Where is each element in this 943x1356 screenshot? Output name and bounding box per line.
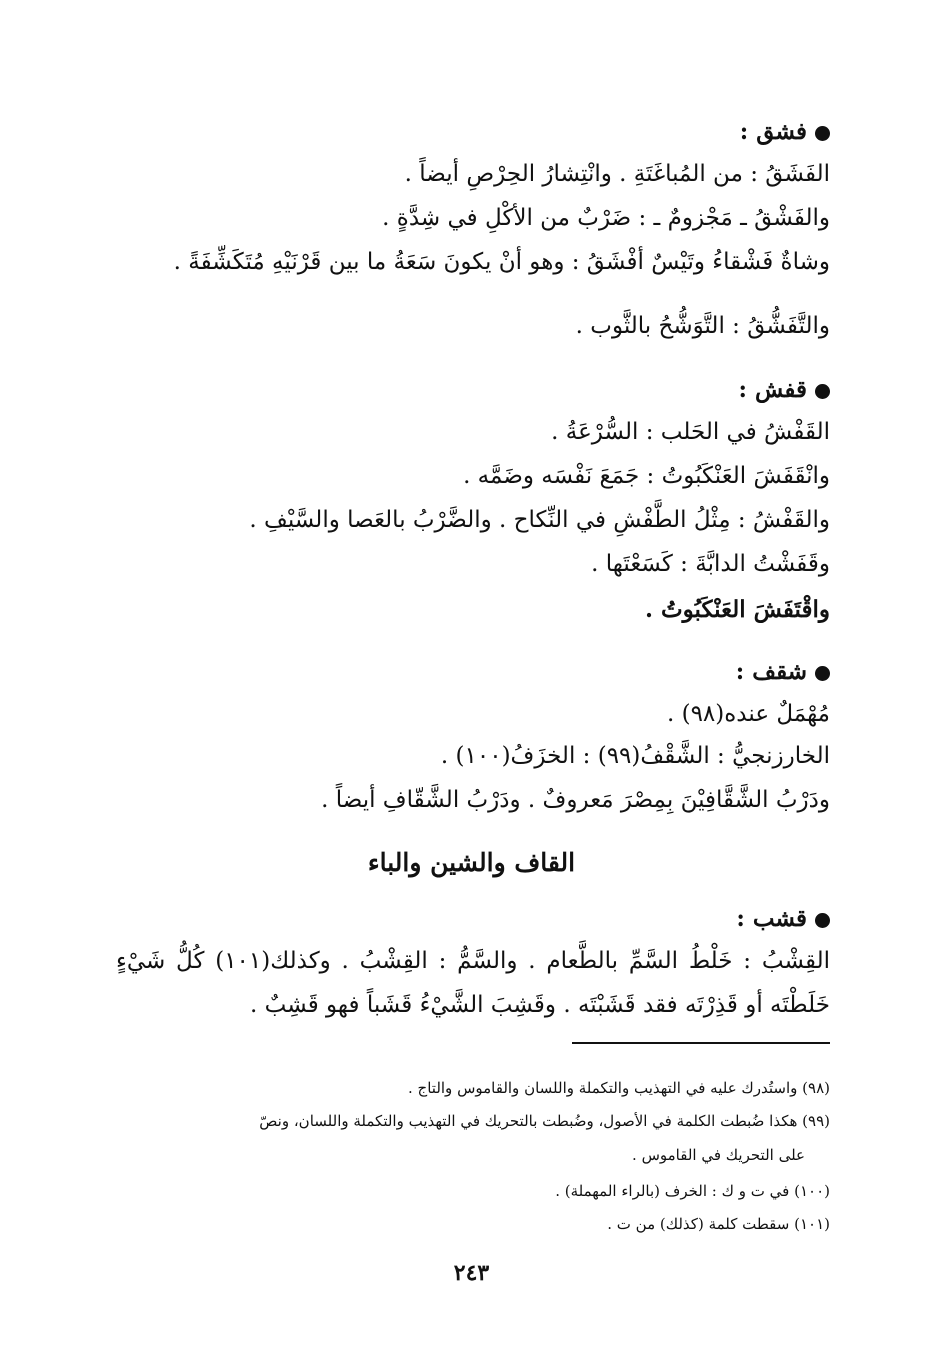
footnote-100: (١٠٠) في ت و ك : الخرف (بالراء المهملة) .	[555, 1182, 830, 1200]
entry-line: واقْتَفَشَ العَنْكَبُوتُ .	[644, 596, 830, 623]
section-title: القاف والشين والباء	[367, 848, 576, 877]
entry-heading-shaqf	[736, 655, 830, 689]
footnote-divider	[572, 1042, 830, 1044]
bullet-icon	[815, 666, 830, 681]
entry-line: والتَّفَشُّقُ : التَّوَشُّحُ بالثَّوب .	[575, 313, 830, 339]
footnote-101: (١٠١) سقطت كلمة (كذلك) من ت .	[607, 1215, 830, 1233]
entry-line: وانْقَفَشَ العَنْكَبُوتُ : جَمَعَ نَفْسَه وضَمَّه .	[463, 463, 830, 489]
bullet-icon	[815, 126, 830, 141]
entry-line: والفَشْقُ ـ مَجْزومٌ ـ : ضَرْبٌ من الأكْلِ في شِدَّةٍ .	[382, 205, 830, 231]
entry-line: مُهْمَلٌ عنده(٩٨) .	[666, 701, 830, 727]
footnote-99: (٩٩) هكذا ضُبطت الكلمة في الأصول، وضُبطت بالتحريك في التهذيب والتكملة واللسان، ونصّ	[259, 1112, 830, 1130]
entry-heading-qashb	[736, 902, 830, 936]
entry-line: خَلَطْتَه أو قَذِرْتَه فقد قَشَبْتَه . وقَشِبَ الشَّيْءُ قَشَباً فهو قَشِبٌ .	[250, 992, 830, 1018]
entry-line: وقَفَشْتُ الدابَّةَ : كَسَعْتَها .	[591, 551, 830, 577]
bullet-icon	[815, 913, 830, 928]
footnote-99-continued: على التحريك في القاموس .	[632, 1146, 805, 1164]
entry-line: القِشْبُ : خَلْطُ السَّمِّ بالطَّعام . والسَّمُّ : القِشْبُ . وكذلك(١٠١) كُلُّ شَيْءٍ	[116, 948, 830, 974]
entry-line: والقَفْشُ : مِثْلُ الطَّفْشِ في النِّكاح . والضَّرْبُ بالعَصا والسَّيْفِ .	[249, 507, 830, 533]
entry-line: الخارزنجيُّ : الشَّقْفُ(٩٩) : الخزَفُ(١٠٠) .	[440, 743, 830, 769]
entry-heading-text: فشق :	[739, 118, 807, 145]
entry-heading-qafsh	[739, 373, 830, 407]
entry-heading-text: قفش :	[738, 376, 807, 403]
entry-line: القَفْشُ في الحَلب : السُّرْعَةُ .	[551, 419, 830, 445]
entry-line: الفَشَقُ : من المُباغَتَةِ . وانْتِشارُ الحِرْصِ أيضاً .	[404, 161, 830, 187]
entry-heading-text: شقف :	[735, 658, 807, 685]
entry-line: وشاةٌ فَشْقاءُ وتَيْسٌ أفْشَقُ : وهو أنْ يكونَ سَعَةُ ما بين قَرْنَيْهِ مُتَكَشِّفَةً .	[173, 249, 830, 275]
page-number: ٢٤٣	[453, 1260, 490, 1286]
footnote-98: (٩٨) واستُدرك عليه في التهذيب والتكملة واللسان والقاموس والتاج .	[408, 1079, 830, 1097]
entry-heading-text: قشب :	[736, 905, 807, 932]
entry-heading-fashq	[740, 115, 830, 149]
bullet-icon	[815, 384, 830, 399]
entry-line: ودَرْبُ الشَّقَّافِيْنَ بِمِصْرَ مَعروفٌ . ودَرْبُ الشَّقّافِ أيضاً .	[321, 787, 830, 813]
